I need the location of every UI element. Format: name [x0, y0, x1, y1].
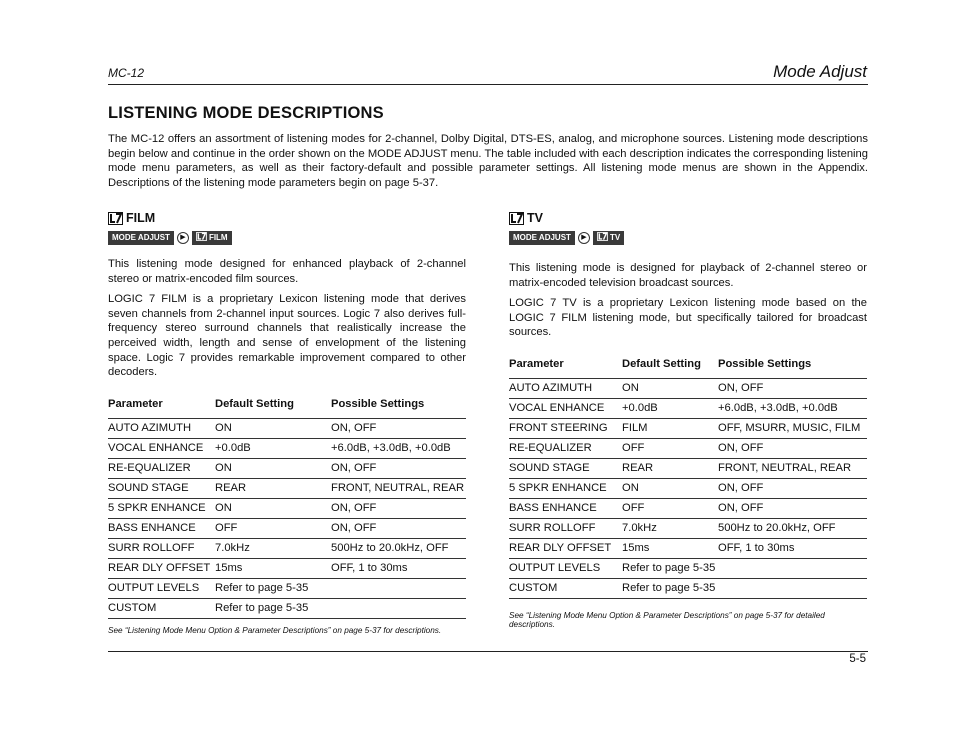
film-parameter-table	[108, 398, 466, 619]
arrow-right-icon: ▶	[578, 232, 590, 244]
cell-possible: ON, OFF	[331, 518, 466, 538]
cell-possible: ON, OFF	[718, 498, 867, 518]
table-row	[509, 518, 867, 538]
cell-parameter: RE-EQUALIZER	[108, 458, 215, 478]
cell-default: OFF	[622, 498, 718, 518]
cell-parameter: OUTPUT LEVELS	[509, 558, 622, 578]
table-row	[108, 538, 466, 558]
table-row	[108, 458, 466, 478]
tv-heading-label: TV	[527, 211, 543, 225]
cell-parameter: BASS ENHANCE	[108, 518, 215, 538]
cell-default: +0.0dB	[622, 398, 718, 418]
table-row	[509, 478, 867, 498]
tv-paragraph-1: This listening mode is designed for playback of 2-channel stereo or matrix-encoded television broadcast sources.	[509, 262, 867, 289]
crumb-tv-label: TV	[609, 233, 621, 242]
table-row	[509, 498, 867, 518]
cell-default: ON	[622, 478, 718, 498]
cell-parameter: FRONT STEERING	[509, 418, 622, 438]
crumb-tv	[593, 231, 624, 245]
crumb-mode-adjust: MODE ADJUST	[108, 231, 174, 245]
cell-parameter: VOCAL ENHANCE	[108, 438, 215, 458]
cell-possible: ON, OFF	[718, 438, 867, 458]
col-header-parameter: Parameter	[108, 398, 215, 419]
cell-parameter: 5 SPKR ENHANCE	[108, 498, 215, 518]
tv-heading	[509, 209, 867, 227]
cell-parameter: SURR ROLLOFF	[108, 538, 215, 558]
table-row	[108, 598, 466, 618]
cell-default: 7.0kHz	[622, 518, 718, 538]
film-menu-path	[108, 231, 466, 245]
cell-default: Refer to page 5-35	[215, 598, 331, 618]
film-note: See “Listening Mode Menu Option & Parameter Descriptions” on page 5-37 for descriptions.	[108, 625, 442, 635]
header-model: MC-12	[108, 66, 145, 80]
logic7-mini-icon	[196, 232, 207, 244]
cell-parameter: SOUND STAGE	[108, 478, 215, 498]
logic7-logo-icon	[108, 212, 123, 225]
cell-possible: ON, OFF	[331, 458, 466, 478]
cell-parameter: OUTPUT LEVELS	[108, 578, 215, 598]
col-header-possible: Possible Settings	[331, 398, 466, 419]
table-row	[509, 378, 867, 398]
cell-default: ON	[215, 458, 331, 478]
crumb-film-label: FILM	[208, 233, 228, 242]
tv-note: See “Listening Mode Menu Option & Parameter Descriptions” on page 5-37 for detailed descriptions.	[509, 610, 825, 630]
cell-possible: ON, OFF	[331, 498, 466, 518]
cell-default: 15ms	[622, 538, 718, 558]
cell-parameter: CUSTOM	[108, 598, 215, 618]
table-row	[108, 498, 466, 518]
tv-parameter-table	[509, 358, 867, 599]
footer-rule	[108, 651, 868, 652]
crumb-mode-adjust: MODE ADJUST	[509, 231, 575, 245]
col-header-parameter: Parameter	[509, 358, 622, 379]
cell-parameter: 5 SPKR ENHANCE	[509, 478, 622, 498]
cell-possible	[331, 578, 466, 598]
film-heading	[108, 209, 466, 227]
cell-parameter: SOUND STAGE	[509, 458, 622, 478]
col-header-possible: Possible Settings	[718, 358, 867, 379]
table-row	[108, 438, 466, 458]
film-paragraph-1: This listening mode designed for enhanced playback of 2-channel stereo or matrix-encoded film sources.	[108, 258, 466, 285]
header-rule	[108, 84, 868, 85]
cell-possible: ON, OFF	[331, 418, 466, 438]
table-row	[509, 418, 867, 438]
film-heading-label: FILM	[126, 211, 156, 225]
cell-default: Refer to page 5-35	[215, 578, 331, 598]
cell-possible	[718, 558, 867, 578]
cell-default: FILM	[622, 418, 718, 438]
cell-possible: OFF, MSURR, MUSIC, FILM	[718, 418, 867, 438]
col-header-default: Default Setting	[215, 398, 331, 419]
cell-possible	[718, 578, 867, 598]
header-section: Mode Adjust	[773, 62, 867, 81]
table-row	[509, 558, 867, 578]
cell-possible: FRONT, NEUTRAL, REAR	[718, 458, 867, 478]
table-row	[108, 518, 466, 538]
cell-default: Refer to page 5-35	[622, 578, 718, 598]
table-row	[509, 538, 867, 558]
col-header-default: Default Setting	[622, 358, 718, 379]
table-row	[509, 398, 867, 418]
cell-default: REAR	[622, 458, 718, 478]
cell-possible: ON, OFF	[718, 378, 867, 398]
tv-section	[509, 209, 867, 630]
table-row	[108, 418, 466, 438]
cell-default: OFF	[215, 518, 331, 538]
cell-parameter: REAR DLY OFFSET	[509, 538, 622, 558]
cell-parameter: BASS ENHANCE	[509, 498, 622, 518]
cell-default: +0.0dB	[215, 438, 331, 458]
cell-default: Refer to page 5-35	[622, 558, 718, 578]
cell-default: 7.0kHz	[215, 538, 331, 558]
cell-possible: OFF, 1 to 30ms	[331, 558, 466, 578]
cell-default: ON	[622, 378, 718, 398]
cell-possible: +6.0dB, +3.0dB, +0.0dB	[718, 398, 867, 418]
logic7-logo-icon	[509, 212, 524, 225]
cell-default: ON	[215, 418, 331, 438]
cell-possible: OFF, 1 to 30ms	[718, 538, 867, 558]
cell-default: ON	[215, 498, 331, 518]
table-row	[509, 578, 867, 598]
film-paragraph-2: LOGIC 7 FILM is a proprietary Lexicon listening mode that derives seven channels from 2-channel input sources. Logic 7 also derives full-frequency stereo surround channels that realistically increase the perceived width, length and sense of envelopment of the listening space. Logic 7 provides remarkable improvement compared to other decoders.	[108, 293, 466, 379]
cell-parameter: RE-EQUALIZER	[509, 438, 622, 458]
tv-menu-path	[509, 231, 867, 245]
logic7-mini-icon	[597, 232, 608, 244]
cell-default: REAR	[215, 478, 331, 498]
table-row	[108, 558, 466, 578]
cell-parameter: REAR DLY OFFSET	[108, 558, 215, 578]
table-row	[108, 478, 466, 498]
table-row	[108, 578, 466, 598]
table-header-row	[108, 398, 466, 419]
film-section	[108, 209, 466, 635]
table-row	[509, 438, 867, 458]
cell-possible: ON, OFF	[718, 478, 867, 498]
tv-paragraph-2: LOGIC 7 TV is a proprietary Lexicon listening mode based on the LOGIC 7 FILM listening mode, but specifically tailored for broadcast sources.	[509, 297, 867, 339]
cell-possible: 500Hz to 20.0kHz, OFF	[331, 538, 466, 558]
table-header-row	[509, 358, 867, 379]
cell-parameter: AUTO AZIMUTH	[509, 378, 622, 398]
cell-possible: FRONT, NEUTRAL, REAR	[331, 478, 466, 498]
cell-parameter: AUTO AZIMUTH	[108, 418, 215, 438]
crumb-film	[192, 231, 232, 245]
cell-parameter: CUSTOM	[509, 578, 622, 598]
cell-possible	[331, 598, 466, 618]
cell-possible: 500Hz to 20.0kHz, OFF	[718, 518, 867, 538]
cell-parameter: SURR ROLLOFF	[509, 518, 622, 538]
cell-default: OFF	[622, 438, 718, 458]
cell-default: 15ms	[215, 558, 331, 578]
cell-parameter: VOCAL ENHANCE	[509, 398, 622, 418]
intro-paragraph: The MC-12 offers an assortment of listening modes for 2-channel, Dolby Digital, DTS-ES, analog, and microphone sources. Listening mode descriptions begin below and continue in the order shown on the MODE ADJUST menu. The table included with each description indicates the corresponding listening mode menu parameters, as well as their factory-default and possible parameter settings. All listening mode menus are shown in the Appendix. Descriptions of the listening mode parameters begin on page 5-37.	[108, 133, 868, 189]
arrow-right-icon: ▶	[177, 232, 189, 244]
page-title: LISTENING MODE DESCRIPTIONS	[108, 104, 384, 122]
table-row	[509, 458, 867, 478]
cell-possible: +6.0dB, +3.0dB, +0.0dB	[331, 438, 466, 458]
page-number: 5-5	[849, 653, 866, 665]
